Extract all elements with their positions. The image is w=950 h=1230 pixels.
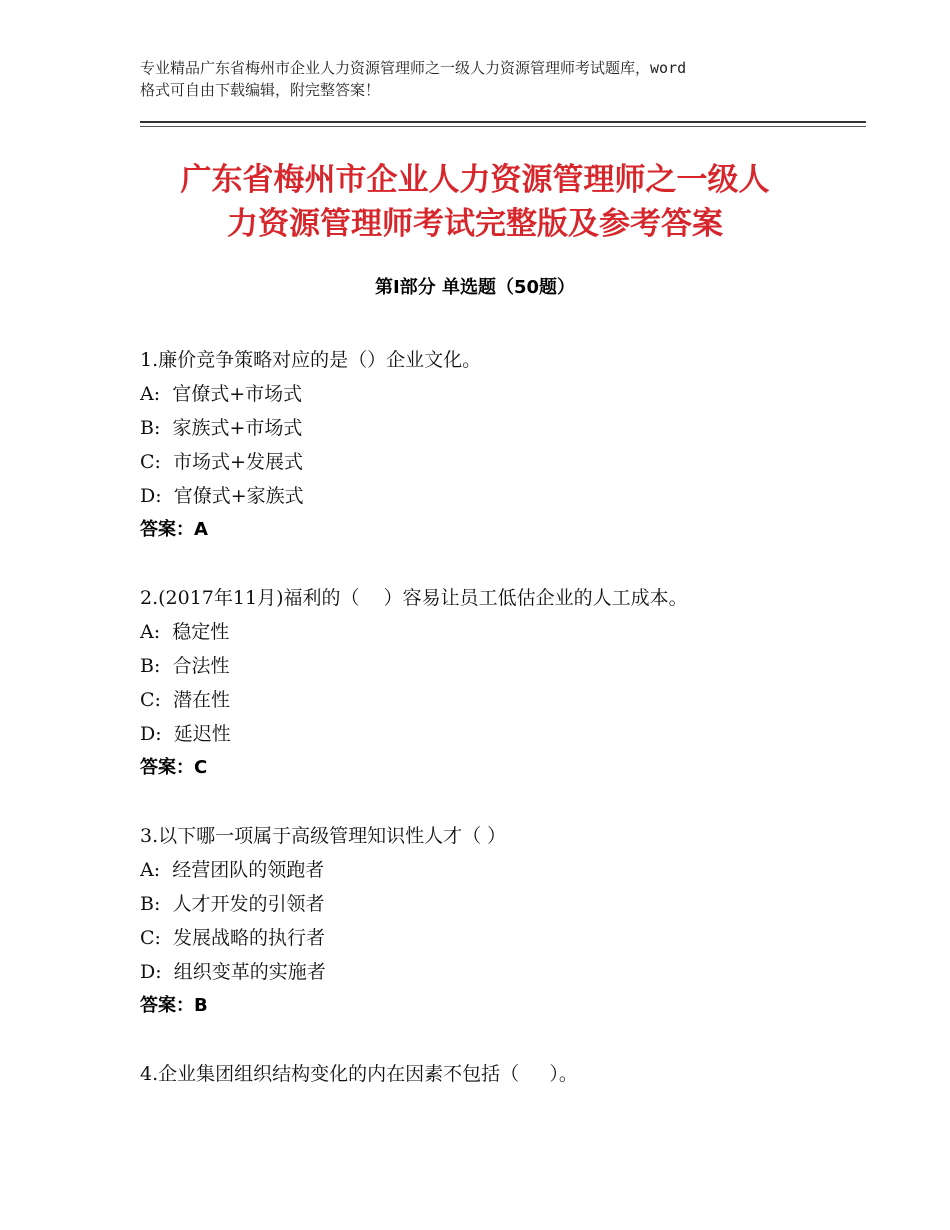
option-a: A: 经营团队的领跑者 [140, 859, 325, 881]
question-1 [140, 343, 840, 547]
question-stem: 2.(2017年11月)福利的（ ）容易让员工低估企业的人工成本。 [140, 587, 688, 609]
header-note [140, 57, 830, 101]
answer: 答案：B [140, 995, 208, 1016]
question-list [140, 343, 840, 1125]
option-a: A: 稳定性 [140, 621, 230, 643]
option-d: D: 组织变革的实施者 [140, 961, 326, 983]
option-a: A: 官僚式+市场式 [140, 383, 303, 405]
question-stem: 3.以下哪一项属于高级管理知识性人才（ ） [140, 825, 507, 847]
document-title-line: 广东省梅州市企业人力资源管理师之一级人 [180, 162, 770, 198]
option-d: D: 延迟性 [140, 723, 231, 745]
question-3 [140, 819, 840, 1023]
option-d: D: 官僚式+家族式 [140, 485, 304, 507]
option-b: B: 家族式+市场式 [140, 417, 303, 439]
answer: 答案：A [140, 519, 208, 540]
header-note-line: 格式可自由下载编辑，附完整答案！ [140, 81, 381, 99]
question-stem: 4.企业集团组织结构变化的内在因素不包括（ ）。 [140, 1063, 578, 1085]
option-c: C: 潜在性 [140, 689, 231, 711]
option-c: C: 发展战略的执行者 [140, 927, 326, 949]
header-note-line: 专业精品广东省梅州市企业人力资源管理师之一级人力资源管理师考试题库，word [140, 59, 687, 77]
option-b: B: 合法性 [140, 655, 230, 677]
option-c: C: 市场式+发展式 [140, 451, 303, 473]
question-4 [140, 1057, 840, 1091]
header-divider [140, 121, 866, 123]
header-divider-thin [140, 126, 866, 127]
question-2 [140, 581, 840, 785]
document-title [140, 158, 810, 246]
option-b: B: 人才开发的引领者 [140, 893, 325, 915]
question-stem: 1.廉价竞争策略对应的是（）企业文化。 [140, 349, 482, 371]
document-title-line: 力资源管理师考试完整版及参考答案 [227, 206, 723, 242]
answer: 答案：C [140, 757, 208, 778]
section-title: 第Ⅰ部分 单选题（50题） [374, 277, 575, 298]
